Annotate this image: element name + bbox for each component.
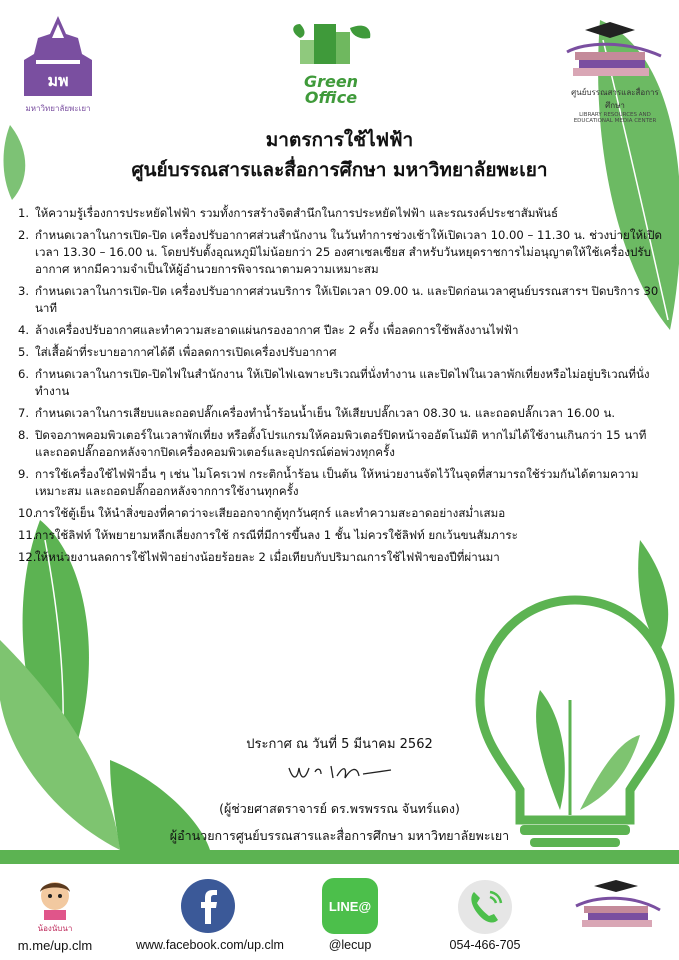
- rule-number: 6.: [18, 367, 30, 381]
- rule-text: กำหนดเวลาในการเปิด-ปิด เครื่องปรับอากาศส่วนสำนักงาน ในวันทำการช่วงเช้าให้เปิดเวลา 10.00 – 11.30 น. ช่วงบ่ายให้เปิดเวลา 13.30 – 16.00 น. โดยปรับตั้งอุณหภูมิไม่น้อยกว่า 25 องศาเซลเซียส สำหรับวันหยุดราชการไม่อนุญาตให้ใช้เครื่องปรับอากาศ หากมีความจำเป็นให้ผู้อำนวยการพิจารณาตามความเหมาะสม: [35, 228, 662, 276]
- university-logo: [22, 14, 94, 114]
- rule-item-3: [18, 283, 666, 317]
- mascot-caption: น้องนับนา: [37, 924, 73, 933]
- lightbulb-illustration: [480, 600, 670, 820]
- rule-number: 1.: [18, 206, 30, 220]
- rule-item-8: [18, 427, 666, 461]
- rule-text: กำหนดเวลาในการเสียบและถอดปลั๊กเครื่องทำน้ำร้อนน้ำเย็น ให้เสียบปลั๊กเวลา 08.30 น. และถอดปลั๊กเวลา 16.00 น.: [35, 406, 616, 420]
- rule-number: 5.: [18, 345, 30, 359]
- rule-number: 9.: [18, 467, 30, 481]
- rule-item-6: [18, 366, 666, 400]
- rule-item-1: [18, 205, 666, 222]
- rule-text: ปิดจอภาพคอมพิวเตอร์ในเวลาพักเที่ยง หรือตั้งโปรแกรมให้คอมพิวเตอร์ปิดหน้าจออัตโนมัติ หากไม่ได้ใช้งานเกินกว่า 15 นาที และถอดปลั๊กออกหลังจากปิดเครื่องคอมพิวเตอร์และอุปกรณ์ต่อพ่วงทุกครั้ง: [35, 428, 647, 459]
- svg-text:มพ: มพ: [47, 71, 69, 90]
- rule-number: 10.: [18, 506, 37, 520]
- messenger-contact[interactable]: [0, 872, 110, 957]
- green-office-word-1: Green: [303, 72, 359, 91]
- rule-item-12: [18, 549, 666, 566]
- rule-text: ใส่เสื้อผ้าที่ระบายอากาศได้ดี เพื่อลดการเปิดเครื่องปรับอากาศ: [35, 345, 337, 359]
- green-building-icon: [286, 18, 376, 70]
- signatory-name: (ผู้ช่วยศาสตราจารย์ ดร.พรพรรณ จันทร์แดง): [219, 801, 460, 816]
- university-emblem-icon: [22, 14, 94, 98]
- signatory-title: ผู้อำนวยการศูนย์บรรณสารและสื่อการศึกษา มหาวิทยาลัยพะเยา: [169, 828, 510, 843]
- library-center-logo: [565, 22, 665, 124]
- facebook-icon: [180, 878, 236, 934]
- line-badge-text: LINE@: [328, 898, 372, 914]
- line-id[interactable]: @lecup: [328, 938, 372, 952]
- facebook-link[interactable]: www.facebook.com/up.clm: [136, 938, 284, 952]
- handwritten-signature: [285, 762, 395, 784]
- university-logo-caption: มหาวิทยาลัยพะเยา: [25, 104, 91, 113]
- library-center-logo-footer: [566, 880, 666, 950]
- messenger-link[interactable]: m.me/up.clm: [17, 938, 93, 953]
- rule-item-10: [18, 505, 666, 522]
- document-title: มาตรการใช้ไฟฟ้า: [265, 129, 414, 151]
- rule-item-5: [18, 344, 666, 361]
- phone-icon: [456, 878, 514, 936]
- green-divider-bar: [0, 850, 679, 864]
- phone-contact[interactable]: [440, 872, 530, 957]
- rule-text: การใช้เครื่องใช้ไฟฟ้าอื่น ๆ เช่น ไมโครเวฟ กระติกน้ำร้อน เป็นต้น ให้หน่วยงานจัดไว้ในจุดที่สามารถใช้ร่วมกันได้ตามความเหมาะสม และถอดปลั๊กออกหลังจากการใช้งานทุกครั้ง: [35, 467, 639, 498]
- rule-text: กำหนดเวลาในการเปิด-ปิดไฟในสำนักงาน ให้เปิดไฟเฉพาะบริเวณที่นั่งทำงาน และปิดไฟในเวลาพักเที่ยงหรือไม่อยู่บริเวณที่นั่งทำงาน: [35, 367, 650, 398]
- library-center-caption: ศูนย์บรรณสารและสื่อการศึกษา: [571, 88, 659, 110]
- rule-item-9: [18, 466, 666, 500]
- rules-list: [18, 205, 666, 571]
- rule-text: ให้ความรู้เรื่องการประหยัดไฟฟ้า รวมทั้งการสร้างจิตสำนึกในการประหยัดไฟฟ้า และรณรงค์ประชาสัมพันธ์: [35, 206, 559, 220]
- green-office-logo: [286, 18, 376, 108]
- rule-item-7: [18, 405, 666, 422]
- rule-item-11: [18, 527, 666, 544]
- rule-number: 12.: [18, 550, 37, 564]
- rule-number: 7.: [18, 406, 30, 420]
- library-center-subcaption: LIBRARY RESOURCES AND EDUCATIONAL MEDIA CENTER: [573, 112, 657, 124]
- rule-number: 3.: [18, 284, 30, 298]
- graduation-cap-books-icon: [566, 880, 666, 940]
- line-icon: [322, 878, 378, 934]
- rule-text: การใช้ตู้เย็น ให้นำสิ่งของที่คาดว่าจะเสียออกจากตู้ทุกวันศุกร์ และทำความสะอาดอย่างสม่ำเสมอ: [35, 506, 506, 520]
- document-subtitle: ศูนย์บรรณสารและสื่อการศึกษา มหาวิทยาลัยพะเยา: [131, 159, 548, 181]
- rule-item-4: [18, 322, 666, 339]
- facebook-contact[interactable]: [120, 872, 300, 957]
- announcement-date: ประกาศ ณ วันที่ 5 มีนาคม 2562: [246, 737, 433, 752]
- green-office-word-2: Office: [304, 88, 358, 107]
- rule-text: ล้างเครื่องปรับอากาศและทำความสะอาดแผ่นกรองอากาศ ปีละ 2 ครั้ง เพื่อลดการใช้พลังงานไฟฟ้า: [35, 323, 519, 337]
- rule-number: 8.: [18, 428, 30, 442]
- rule-number: 11.: [18, 528, 37, 542]
- rule-text: การใช้ลิฟท์ ให้พยายามหลีกเลี่ยงการใช้ กรณีที่มีการขึ้นลง 1 ชั้น ไม่ควรใช้ลิฟท์ ยกเว้นขนสัมภาระ: [35, 528, 518, 542]
- rule-text: กำหนดเวลาในการเปิด-ปิด เครื่องปรับอากาศส่วนบริการ ให้เปิดเวลา 09.00 น. และปิดก่อนเวลาศูนย์บรรณสารฯ ปิดบริการ 30 นาที: [35, 284, 659, 315]
- rule-number: 4.: [18, 323, 30, 337]
- line-contact[interactable]: [318, 872, 382, 957]
- phone-number[interactable]: 054-466-705: [449, 938, 521, 952]
- graduation-cap-books-icon: [565, 22, 665, 82]
- rule-number: 2.: [18, 228, 30, 242]
- rule-item-2: [18, 227, 666, 278]
- mascot-icon: [30, 878, 80, 922]
- rule-text: ให้หน่วยงานลดการใช้ไฟฟ้าอย่างน้อยร้อยละ 2 เมื่อเทียบกับปริมาณการใช้ไฟฟ้าของปีที่ผ่านมา: [35, 550, 500, 564]
